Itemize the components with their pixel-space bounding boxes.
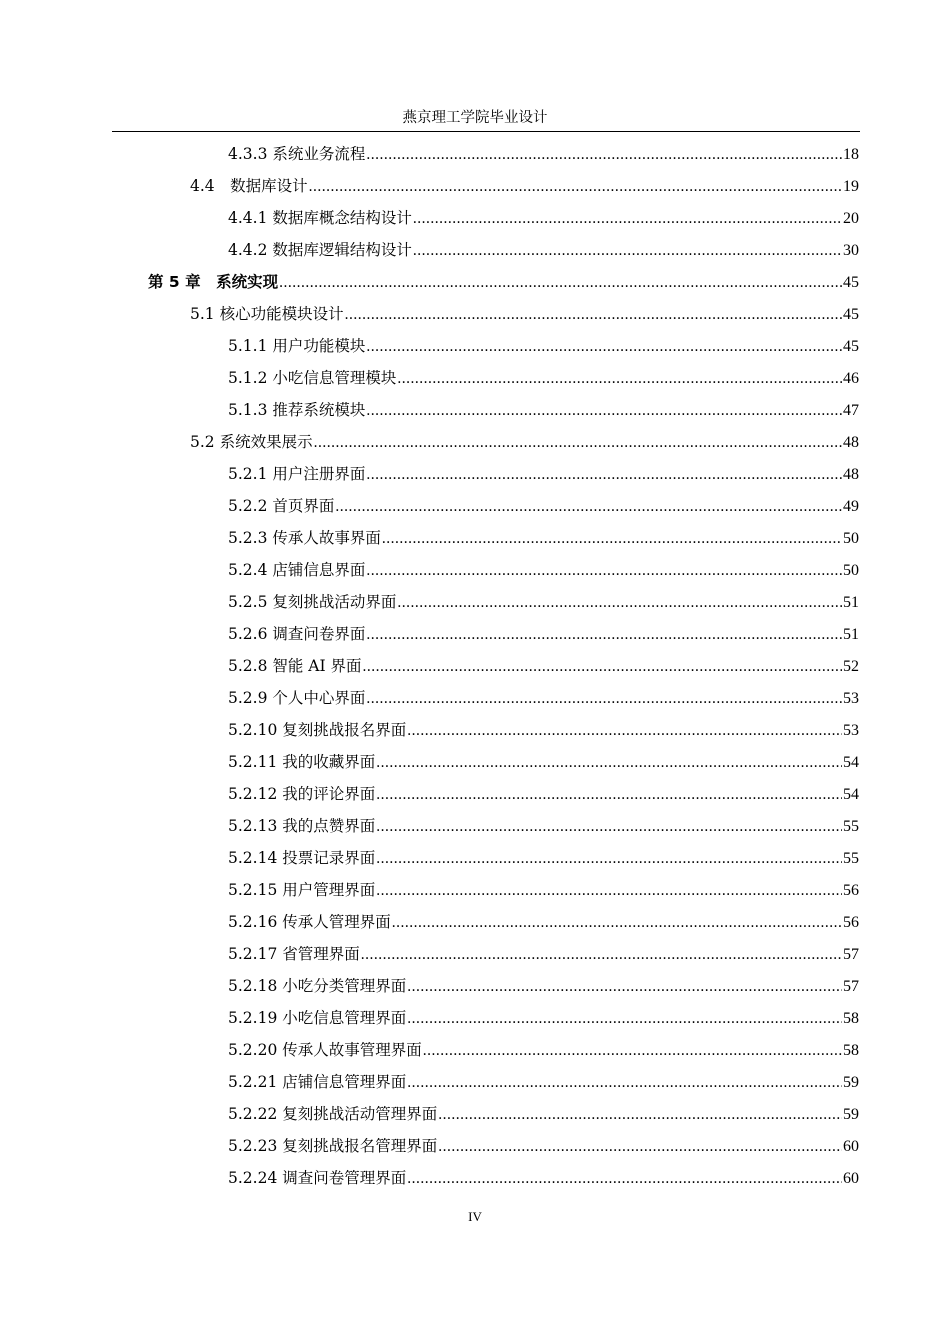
toc-entry[interactable]	[148, 266, 859, 298]
toc-dot-leader	[366, 555, 842, 587]
toc-dot-leader	[309, 171, 842, 203]
toc-entry-page: 51	[843, 594, 859, 611]
toc-entry-page: 54	[843, 786, 859, 803]
toc-entry-title: 5.2.9 个人中心界面	[228, 689, 366, 707]
toc-entry-title: 5.2.22 复刻挑战活动管理界面	[228, 1105, 438, 1123]
toc-entry-title: 第 5 章 系统实现	[148, 273, 279, 291]
toc-entry-page: 58	[843, 1042, 859, 1059]
toc-entry-title: 5.2.18 小吃分类管理界面	[228, 977, 407, 995]
toc-entry-title: 5.2.13 我的点赞界面	[228, 817, 376, 835]
toc-entry-page: 53	[843, 722, 859, 739]
toc-entry[interactable]	[228, 938, 859, 970]
toc-entry-page: 58	[843, 1010, 859, 1027]
toc-entry-page: 45	[843, 306, 859, 323]
toc-entry-page: 30	[843, 242, 859, 259]
toc-dot-leader	[423, 1035, 842, 1067]
toc-entry-page: 18	[843, 146, 859, 163]
toc-entry[interactable]	[228, 138, 859, 170]
toc-entry-title: 5.2.23 复刻挑战报名管理界面	[228, 1137, 438, 1155]
toc-entry-title: 5.2.19 小吃信息管理界面	[228, 1009, 407, 1027]
toc-entry[interactable]	[228, 362, 859, 394]
toc-entry-title: 4.4.2 数据库逻辑结构设计	[228, 241, 412, 259]
toc-dot-leader	[392, 907, 842, 939]
toc-entry-page: 60	[843, 1138, 859, 1155]
toc-entry[interactable]	[228, 970, 859, 1002]
toc-entry-title: 4.4.1 数据库概念结构设计	[228, 209, 412, 227]
toc-entry-title: 5.2.14 投票记录界面	[228, 849, 376, 867]
toc-entry[interactable]	[228, 554, 859, 586]
toc-dot-leader	[314, 427, 842, 459]
toc-dot-leader	[376, 779, 842, 811]
toc-entry-page: 52	[843, 658, 859, 675]
toc-entry-page: 48	[843, 434, 859, 451]
toc-entry-page: 50	[843, 530, 859, 547]
toc-entry-title: 4.3.3 系统业务流程	[228, 145, 366, 163]
toc-entry-title: 5.2.4 店铺信息界面	[228, 561, 366, 579]
toc-entry[interactable]	[228, 714, 859, 746]
toc-entry-page: 57	[843, 978, 859, 995]
toc-entry[interactable]	[228, 810, 859, 842]
toc-dot-leader	[407, 715, 842, 747]
toc-entry-title: 5.2.21 店铺信息管理界面	[228, 1073, 407, 1091]
toc-entry[interactable]	[228, 522, 859, 554]
toc-dot-leader	[366, 395, 842, 427]
toc-entry[interactable]	[228, 234, 859, 266]
toc-entry[interactable]	[228, 842, 859, 874]
toc-entry-page: 20	[843, 210, 859, 227]
toc-entry-page: 51	[843, 626, 859, 643]
toc-dot-leader	[335, 491, 842, 523]
toc-entry-title: 5.2.5 复刻挑战活动界面	[228, 593, 397, 611]
toc-entry-page: 53	[843, 690, 859, 707]
toc-entry-page: 49	[843, 498, 859, 515]
toc-entry-page: 50	[843, 562, 859, 579]
toc-entry[interactable]	[190, 426, 859, 458]
toc-entry-page: 56	[843, 882, 859, 899]
toc-entry-title: 5.2.10 复刻挑战报名界面	[228, 721, 407, 739]
toc-entry[interactable]	[228, 1130, 859, 1162]
toc-dot-leader	[438, 1131, 842, 1163]
toc-dot-leader	[376, 875, 842, 907]
toc-entry-title: 4.4 数据库设计	[190, 177, 308, 195]
toc-entry-page: 46	[843, 370, 859, 387]
toc-entry[interactable]	[228, 778, 859, 810]
toc-entry[interactable]	[228, 458, 859, 490]
toc-entry-title: 5.2.8 智能 AI 界面	[228, 657, 362, 675]
toc-dot-leader	[366, 683, 842, 715]
toc-dot-leader	[438, 1099, 842, 1131]
toc-entry-title: 5.1.3 推荐系统模块	[228, 401, 366, 419]
toc-dot-leader	[407, 1003, 842, 1035]
toc-entry[interactable]	[190, 298, 859, 330]
toc-dot-leader	[376, 811, 842, 843]
toc-entry-page: 45	[843, 338, 859, 355]
toc-entry[interactable]	[228, 490, 859, 522]
toc-entry-page: 56	[843, 914, 859, 931]
toc-entry-title: 5.2.11 我的收藏界面	[228, 753, 376, 771]
toc-entry-title: 5.2 系统效果展示	[190, 433, 313, 451]
toc-entry[interactable]	[228, 330, 859, 362]
page-header-title: 燕京理工学院毕业设计	[402, 110, 548, 126]
toc-entry-title: 5.2.3 传承人故事界面	[228, 529, 381, 547]
toc-dot-leader	[345, 299, 842, 331]
toc-dot-leader	[366, 331, 842, 363]
toc-dot-leader	[361, 939, 842, 971]
toc-dot-leader	[382, 523, 842, 555]
toc-entry-title: 5.2.16 传承人管理界面	[228, 913, 391, 931]
toc-dot-leader	[407, 971, 842, 1003]
toc-entry[interactable]	[228, 202, 859, 234]
toc-dot-leader	[363, 651, 842, 683]
toc-entry[interactable]	[228, 586, 859, 618]
toc-entry-title: 5.1.1 用户功能模块	[228, 337, 366, 355]
toc-dot-leader	[366, 459, 842, 491]
toc-dot-leader	[376, 747, 842, 779]
toc-entry[interactable]	[228, 906, 859, 938]
toc-entry-title: 5.2.2 首页界面	[228, 497, 335, 515]
toc-dot-leader	[397, 587, 842, 619]
toc-entry[interactable]	[228, 650, 859, 682]
toc-entry[interactable]	[228, 1066, 859, 1098]
toc-entry-page: 47	[843, 402, 859, 419]
toc-entry-page: 45	[843, 274, 859, 291]
toc-entry-title: 5.2.15 用户管理界面	[228, 881, 376, 899]
toc-dot-leader	[397, 363, 842, 395]
toc-entry[interactable]	[228, 394, 859, 426]
header-rule	[112, 131, 860, 132]
toc-entry-page: 55	[843, 818, 859, 835]
toc-dot-leader	[407, 1163, 842, 1195]
toc-entry[interactable]	[190, 170, 859, 202]
toc-entry-page: 59	[843, 1106, 859, 1123]
toc-entry-title: 5.1.2 小吃信息管理模块	[228, 369, 397, 387]
toc-entry[interactable]	[228, 1098, 859, 1130]
toc-entry-page: 19	[843, 178, 859, 195]
toc-entry-title: 5.2.20 传承人故事管理界面	[228, 1041, 422, 1059]
toc-entry-page: 59	[843, 1074, 859, 1091]
toc-entry-page: 54	[843, 754, 859, 771]
toc-dot-leader	[413, 203, 842, 235]
toc-dot-leader	[407, 1067, 842, 1099]
toc-entry[interactable]	[228, 746, 859, 778]
toc-entry[interactable]	[228, 1162, 859, 1194]
toc-entry-page: 60	[843, 1170, 859, 1187]
toc-entry[interactable]	[228, 1002, 859, 1034]
toc-entry-page: 57	[843, 946, 859, 963]
toc-entry-title: 5.2.12 我的评论界面	[228, 785, 376, 803]
toc-entry-title: 5.2.1 用户注册界面	[228, 465, 366, 483]
toc-dot-leader	[366, 619, 842, 651]
toc-entry[interactable]	[228, 682, 859, 714]
toc-entry-title: 5.1 核心功能模块设计	[190, 305, 344, 323]
toc-entry-page: 55	[843, 850, 859, 867]
toc-entry-title: 5.2.17 省管理界面	[228, 945, 360, 963]
toc-entry-page: 48	[843, 466, 859, 483]
toc-entry[interactable]	[228, 618, 859, 650]
toc-entry-title: 5.2.24 调查问卷管理界面	[228, 1169, 407, 1187]
toc-entry[interactable]	[228, 1034, 859, 1066]
toc-dot-leader	[279, 267, 842, 299]
toc-dot-leader	[376, 843, 842, 875]
toc-entry-title: 5.2.6 调查问卷界面	[228, 625, 366, 643]
toc-dot-leader	[413, 235, 842, 267]
page-number: IV	[468, 1209, 482, 1224]
toc-dot-leader	[366, 139, 842, 171]
toc-entry[interactable]	[228, 874, 859, 906]
